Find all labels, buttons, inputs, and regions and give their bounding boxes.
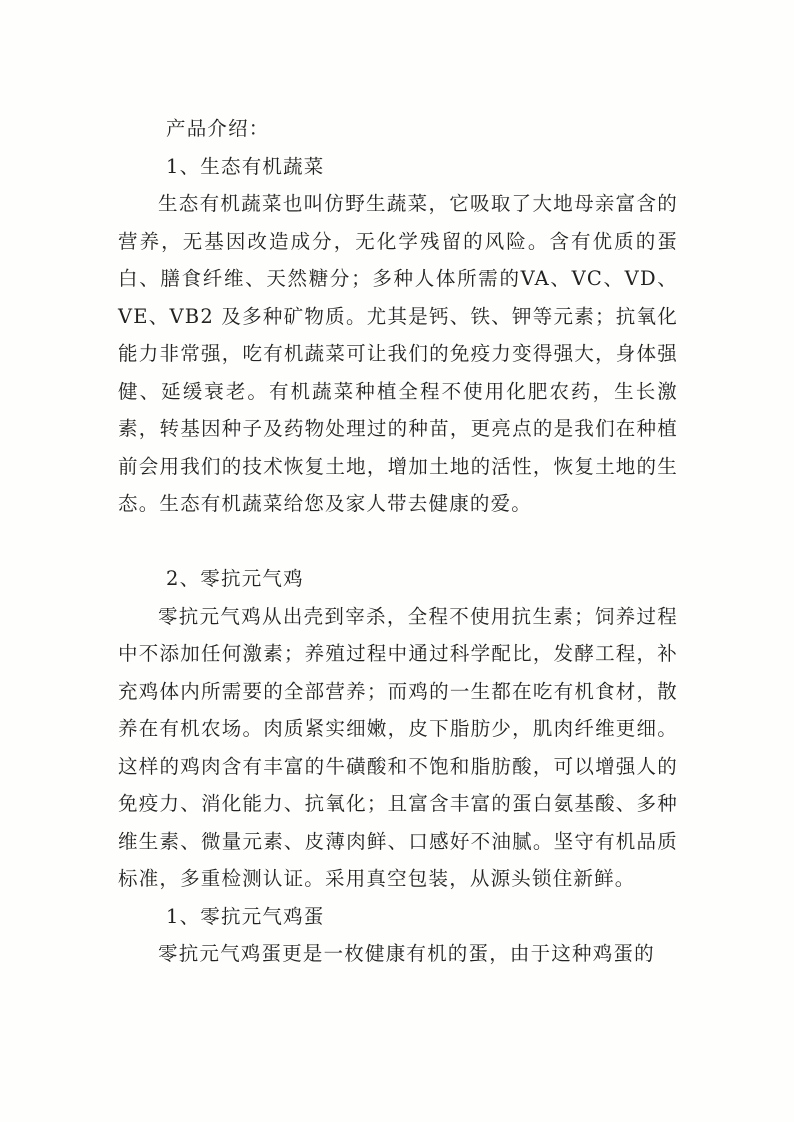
section-heading-vegetables: 1、生态有机蔬菜	[166, 154, 325, 178]
document-body	[118, 110, 678, 973]
section-heading-eggs: 1、零抗元气鸡蛋	[166, 904, 325, 928]
section-paragraph-eggs: 零抗元气鸡蛋更是一枚健康有机的蛋，由于这种鸡蛋的	[158, 942, 655, 965]
section-paragraph-vegetables: 生态有机蔬菜也叫仿野生蔬菜，它吸取了大地母亲富含的营养，无基因改造成分，无化学残留的风险。含有优质的蛋白、膳食纤维、天然糖分；多种人体所需的VA、VC、VD、VE、VB2 及多种矿物质。尤其是钙、铁、钾等元素；抗氧化能力非常强，吃有机蔬菜可让我们的免疫力变得强大，身体强健、延缓衰老。有机蔬菜种植全程不使用化肥农药，生长激素，转基因种子及药物处理过的种苗，更亮点的是我们在种植前会用我们的技术恢复土地，增加土地的活性，恢复土地的生态。生态有机蔬菜给您及家人带去健康的爱。	[118, 192, 678, 515]
section-paragraph-chicken: 零抗元气鸡从出壳到宰杀，全程不使用抗生素；饲养过程中不添加任何激素；养殖过程中通过科学配比，发酵工程，补充鸡体内所需要的全部营养；而鸡的一生都在吃有机食材，散养在有机农场。肉质紧实细嫩，皮下脂肪少，肌肉纤维更细。这样的鸡肉含有丰富的牛磺酸和不饱和脂肪酸，可以增强人的免疫力、消化能力、抗氧化；且富含丰富的蛋白氨基酸、多种维生素、微量元素、皮薄肉鲜、口感好不油腻。坚守有机品质标准，多重检测认证。采用真空包装，从源头锁住新鲜。	[118, 604, 678, 890]
paragraph-gap	[118, 523, 678, 561]
section-heading-chicken: 2、零抗元气鸡	[166, 567, 304, 590]
intro-label: 产品介绍：	[166, 117, 270, 140]
